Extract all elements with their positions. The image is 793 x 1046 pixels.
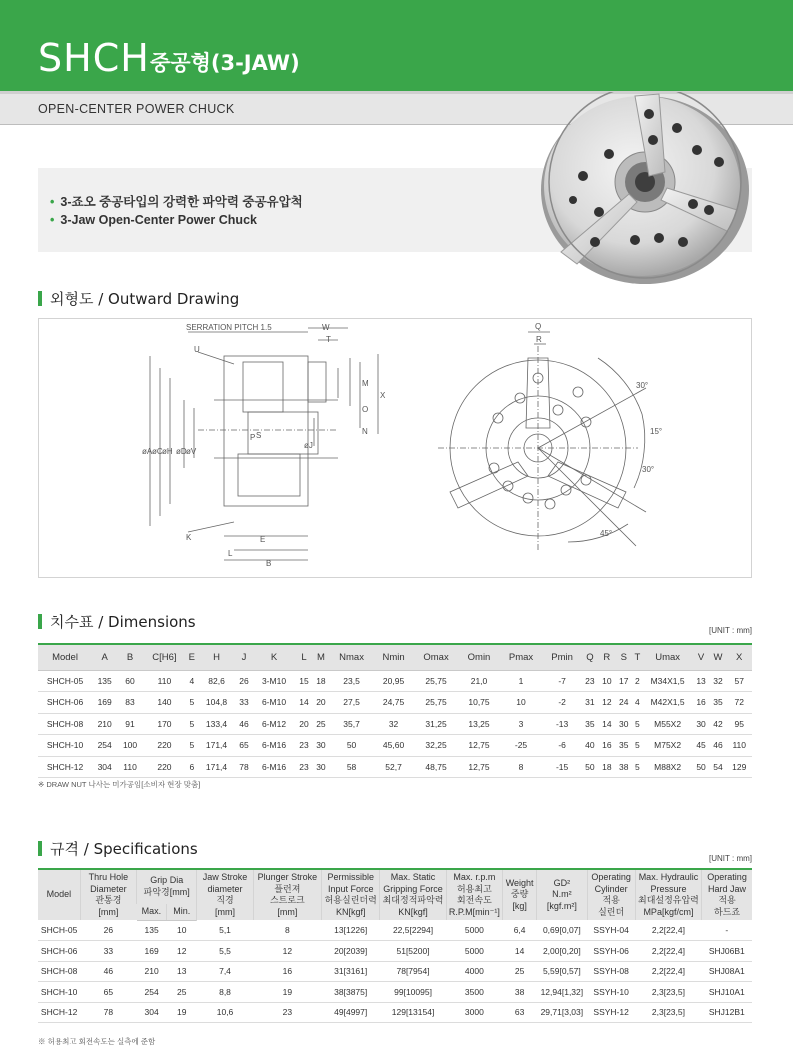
model-cell: SHCH-10 bbox=[38, 735, 92, 757]
specifications-table bbox=[38, 868, 752, 1023]
value-cell: 12 bbox=[253, 941, 321, 962]
value-cell: 1 bbox=[499, 670, 542, 692]
model-cell: SHCH-06 bbox=[38, 941, 80, 962]
table-row bbox=[38, 961, 752, 982]
value-cell: 254 bbox=[137, 982, 167, 1003]
section-heading-specifications: 규격 / Specifications bbox=[38, 838, 198, 859]
value-cell: 4000 bbox=[446, 961, 502, 982]
label-phi-h: øH bbox=[162, 447, 173, 456]
col-header: E bbox=[186, 644, 197, 670]
col-header: Q bbox=[581, 644, 598, 670]
spec-col-thru-hole: Thru Hole Diameter 관통경 [mm] bbox=[80, 869, 136, 920]
feature-text: 3-죠오 중공타입의 강력한 파악력 중공유압척 bbox=[60, 195, 303, 209]
value-cell: SSYH-08 bbox=[587, 961, 635, 982]
value-cell: 140 bbox=[143, 692, 186, 714]
value-cell: 0,69[0,07] bbox=[537, 920, 587, 941]
value-cell: 38 bbox=[503, 982, 537, 1003]
value-cell: 23 bbox=[296, 756, 313, 778]
value-cell: 24,75 bbox=[374, 692, 414, 714]
value-cell: 26 bbox=[236, 670, 253, 692]
outward-drawing bbox=[38, 318, 752, 578]
col-header: C[H6] bbox=[143, 644, 186, 670]
value-cell: 12,94[1,32] bbox=[537, 982, 587, 1003]
value-cell: M75X2 bbox=[643, 735, 693, 757]
value-cell: 14 bbox=[503, 941, 537, 962]
value-cell: 304 bbox=[92, 756, 117, 778]
value-cell: 35 bbox=[710, 692, 727, 714]
label-b: B bbox=[266, 559, 272, 568]
value-cell: 78[7954] bbox=[380, 961, 446, 982]
section-heading-drawing: 외형도 / Outward Drawing bbox=[38, 288, 239, 309]
value-cell: 13 bbox=[693, 670, 710, 692]
value-cell: 25 bbox=[312, 713, 329, 735]
value-cell: 35,7 bbox=[329, 713, 373, 735]
table-row bbox=[38, 735, 752, 757]
value-cell: 5 bbox=[186, 713, 197, 735]
value-cell: 33 bbox=[80, 941, 136, 962]
label-e: E bbox=[260, 535, 266, 544]
table-row bbox=[38, 982, 752, 1003]
value-cell: 38 bbox=[615, 756, 632, 778]
value-cell: 12 bbox=[167, 941, 197, 962]
value-cell: 31[3161] bbox=[322, 961, 380, 982]
value-cell: -25 bbox=[499, 735, 542, 757]
value-cell: 5 bbox=[632, 735, 642, 757]
value-cell: 135 bbox=[137, 920, 167, 941]
specifications-body bbox=[38, 920, 752, 1023]
label-phi-a: øA bbox=[142, 447, 153, 456]
value-cell: 6,4 bbox=[503, 920, 537, 941]
value-cell: 50 bbox=[329, 735, 373, 757]
value-cell: 78 bbox=[80, 1002, 136, 1023]
value-cell: 26 bbox=[80, 920, 136, 941]
table-row bbox=[38, 692, 752, 714]
value-cell: 54 bbox=[710, 756, 727, 778]
model-cell: SHCH-08 bbox=[38, 961, 80, 982]
value-cell: 254 bbox=[92, 735, 117, 757]
value-cell: 220 bbox=[143, 735, 186, 757]
value-cell: 23 bbox=[296, 735, 313, 757]
value-cell: 17 bbox=[615, 670, 632, 692]
model-cell: SHCH-05 bbox=[38, 670, 92, 692]
value-cell: 5 bbox=[186, 735, 197, 757]
value-cell: 19 bbox=[167, 1002, 197, 1023]
value-cell: 25 bbox=[167, 982, 197, 1003]
col-header: R bbox=[598, 644, 615, 670]
label-q: Q bbox=[535, 322, 542, 331]
value-cell: 18 bbox=[312, 670, 329, 692]
specifications-unit: [UNIT : mm] bbox=[709, 854, 752, 863]
table-row bbox=[38, 756, 752, 778]
model-cell: SHCH-10 bbox=[38, 982, 80, 1003]
value-cell: 2,3[23,5] bbox=[635, 1002, 701, 1023]
spec-col-grip-dia: Grip Dia 파악경[mm] bbox=[137, 869, 197, 904]
value-cell: 45 bbox=[693, 735, 710, 757]
feature-text: 3-Jaw Open-Center Power Chuck bbox=[60, 213, 257, 227]
value-cell: 18 bbox=[598, 756, 615, 778]
section-heading-dimensions: 치수표 / Dimensions bbox=[38, 611, 196, 632]
value-cell: 35 bbox=[615, 735, 632, 757]
value-cell: 20,95 bbox=[374, 670, 414, 692]
col-header: W bbox=[710, 644, 727, 670]
label-n: N bbox=[362, 427, 368, 436]
value-cell: 19 bbox=[253, 982, 321, 1003]
col-header: M bbox=[312, 644, 329, 670]
label-r: R bbox=[536, 335, 542, 344]
value-cell: 110 bbox=[143, 670, 186, 692]
model-cell: SHCH-08 bbox=[38, 713, 92, 735]
value-cell: 100 bbox=[117, 735, 142, 757]
value-cell: 3 bbox=[499, 713, 542, 735]
feature-item: • 3-죠오 중공타입의 강력한 파악력 중공유압척 bbox=[50, 195, 303, 209]
value-cell: 30 bbox=[693, 713, 710, 735]
value-cell: SSYH-10 bbox=[587, 982, 635, 1003]
value-cell: 10 bbox=[499, 692, 542, 714]
value-cell: 46 bbox=[80, 961, 136, 982]
feature-item: • 3-Jaw Open-Center Power Chuck bbox=[50, 213, 257, 227]
value-cell: 14 bbox=[598, 713, 615, 735]
value-cell: 3-M10 bbox=[252, 670, 295, 692]
value-cell: SSYH-12 bbox=[587, 1002, 635, 1023]
value-cell: 23 bbox=[581, 670, 598, 692]
value-cell: 60 bbox=[117, 670, 142, 692]
value-cell: 57 bbox=[726, 670, 752, 692]
value-cell: 40 bbox=[581, 735, 598, 757]
spec-col-jaw-stroke: Jaw Stroke diameter 직경 [mm] bbox=[197, 869, 253, 920]
value-cell: 42 bbox=[710, 713, 727, 735]
value-cell: 50 bbox=[693, 756, 710, 778]
value-cell: 23,5 bbox=[329, 670, 373, 692]
col-header: V bbox=[693, 644, 710, 670]
value-cell: 78 bbox=[236, 756, 253, 778]
value-cell: 8 bbox=[253, 920, 321, 941]
value-cell: 5000 bbox=[446, 941, 502, 962]
product-title: SHCH bbox=[38, 36, 150, 80]
value-cell: 2,2[22,4] bbox=[635, 941, 701, 962]
model-cell: SHCH-12 bbox=[38, 756, 92, 778]
col-header: Omin bbox=[459, 644, 500, 670]
value-cell: 169 bbox=[92, 692, 117, 714]
label-angle-15: 15° bbox=[650, 427, 663, 436]
value-cell: 10,75 bbox=[459, 692, 500, 714]
table-row bbox=[38, 941, 752, 962]
dimensions-note: ※ DRAW NUT 나사는 미가공임[소비자 현장 맞춤] bbox=[38, 780, 201, 789]
spec-col-cylinder: Operating Cylinder 적용 실린더 bbox=[587, 869, 635, 920]
value-cell: 210 bbox=[137, 961, 167, 982]
value-cell: 110 bbox=[726, 735, 752, 757]
table-row bbox=[38, 670, 752, 692]
spec-col-weight: Weight 중량 [kg] bbox=[503, 869, 537, 920]
value-cell: 170 bbox=[143, 713, 186, 735]
value-cell: 5,5 bbox=[197, 941, 253, 962]
label-w: W bbox=[322, 323, 330, 332]
value-cell: 10,6 bbox=[197, 1002, 253, 1023]
col-header: Nmax bbox=[329, 644, 373, 670]
value-cell: 135 bbox=[92, 670, 117, 692]
value-cell: 3000 bbox=[446, 1002, 502, 1023]
value-cell: 20 bbox=[312, 692, 329, 714]
value-cell: 25,75 bbox=[413, 692, 458, 714]
value-cell: 27,5 bbox=[329, 692, 373, 714]
model-cell: SHCH-12 bbox=[38, 1002, 80, 1023]
label-u: U bbox=[194, 345, 200, 354]
dimensions-header-row bbox=[38, 644, 752, 670]
col-header: B bbox=[117, 644, 142, 670]
table-row bbox=[38, 713, 752, 735]
value-cell: 304 bbox=[137, 1002, 167, 1023]
table-row bbox=[38, 1002, 752, 1023]
product-type: OPEN-CENTER POWER CHUCK bbox=[38, 102, 235, 116]
value-cell: M88X2 bbox=[643, 756, 693, 778]
value-cell: 171,4 bbox=[198, 735, 236, 757]
label-m: M bbox=[362, 379, 369, 388]
col-header: A bbox=[92, 644, 117, 670]
label-phi-c: øC bbox=[152, 447, 163, 456]
model-cell: SHCH-05 bbox=[38, 920, 80, 941]
value-cell: 32 bbox=[374, 713, 414, 735]
value-cell: -6 bbox=[543, 735, 582, 757]
value-cell: 52,7 bbox=[374, 756, 414, 778]
value-cell: 2,00[0,20] bbox=[537, 941, 587, 962]
dimensions-unit: [UNIT : mm] bbox=[709, 626, 752, 635]
label-serration: SERRATION PITCH 1.5 bbox=[186, 323, 272, 332]
value-cell: SSYH-04 bbox=[587, 920, 635, 941]
value-cell: 2,3[23,5] bbox=[635, 982, 701, 1003]
value-cell: 65 bbox=[236, 735, 253, 757]
value-cell: 12 bbox=[598, 692, 615, 714]
model-cell: SHCH-06 bbox=[38, 692, 92, 714]
value-cell: 95 bbox=[726, 713, 752, 735]
value-cell: 2 bbox=[632, 670, 642, 692]
value-cell: 5,59[0,57] bbox=[537, 961, 587, 982]
value-cell: 210 bbox=[92, 713, 117, 735]
product-subtitle: 중공형(3-JAW) bbox=[150, 51, 300, 75]
col-header: Pmax bbox=[499, 644, 542, 670]
value-cell: 25,75 bbox=[413, 670, 458, 692]
value-cell: 14 bbox=[296, 692, 313, 714]
col-header: H bbox=[198, 644, 236, 670]
value-cell: -7 bbox=[543, 670, 582, 692]
value-cell: 48,75 bbox=[413, 756, 458, 778]
spec-col-hard-jaw: Operating Hard Jaw 적용 하드죠 bbox=[702, 869, 752, 920]
value-cell: SHJ10A1 bbox=[702, 982, 752, 1003]
value-cell: 13[1226] bbox=[322, 920, 380, 941]
col-header: K bbox=[252, 644, 295, 670]
value-cell: 6-M16 bbox=[252, 756, 295, 778]
label-phi-d: øD bbox=[176, 447, 187, 456]
value-cell: 5 bbox=[186, 692, 197, 714]
spec-col-model: Model bbox=[38, 869, 80, 920]
value-cell: 58 bbox=[329, 756, 373, 778]
value-cell: 31 bbox=[581, 692, 598, 714]
value-cell: -13 bbox=[543, 713, 582, 735]
spec-col-input-force: Permissible Input Force 허용실린더력 KN[kgf] bbox=[322, 869, 380, 920]
label-t: T bbox=[326, 335, 331, 344]
spec-col-pressure: Max. Hydraulic Pressure 최대설정유압력 MPa[kgf/cm] bbox=[635, 869, 701, 920]
value-cell: 171,4 bbox=[198, 756, 236, 778]
col-header: T bbox=[632, 644, 642, 670]
label-phi-v: øV bbox=[186, 447, 197, 456]
table-row bbox=[38, 920, 752, 941]
value-cell: 33 bbox=[236, 692, 253, 714]
value-cell: 2,2[22,4] bbox=[635, 920, 701, 941]
spec-col-gd2: GD² N.m² [kgf.m²] bbox=[537, 869, 587, 920]
value-cell: 23 bbox=[253, 1002, 321, 1023]
value-cell: 13 bbox=[167, 961, 197, 982]
value-cell: 6-M10 bbox=[252, 692, 295, 714]
col-header: L bbox=[296, 644, 313, 670]
value-cell: 129[13154] bbox=[380, 1002, 446, 1023]
value-cell: - bbox=[702, 920, 752, 941]
value-cell: 12,75 bbox=[459, 756, 500, 778]
spec-col-plunger-stroke: Plunger Stroke 플런져 스트로크 [mm] bbox=[253, 869, 321, 920]
col-header: Model bbox=[38, 644, 92, 670]
value-cell: 129 bbox=[726, 756, 752, 778]
value-cell: 7,4 bbox=[197, 961, 253, 982]
label-s: S bbox=[256, 431, 262, 440]
col-header: S bbox=[615, 644, 632, 670]
spec-col-grip-min: Min. bbox=[167, 904, 197, 920]
value-cell: 24 bbox=[615, 692, 632, 714]
col-header: Umax bbox=[643, 644, 693, 670]
label-l: L bbox=[228, 549, 233, 558]
value-cell: SHJ12B1 bbox=[702, 1002, 752, 1023]
label-k: K bbox=[186, 533, 192, 542]
value-cell: SHJ08A1 bbox=[702, 961, 752, 982]
value-cell: 91 bbox=[117, 713, 142, 735]
spec-col-speed: Max. r.p.m 허용최고 회전속도 R.P.M[min⁻¹] bbox=[446, 869, 502, 920]
value-cell: SHJ06B1 bbox=[702, 941, 752, 962]
value-cell: 2,2[22,4] bbox=[635, 961, 701, 982]
value-cell: 99[10095] bbox=[380, 982, 446, 1003]
label-o: O bbox=[362, 405, 369, 414]
value-cell: 46 bbox=[710, 735, 727, 757]
col-header: Omax bbox=[413, 644, 458, 670]
value-cell: 10 bbox=[167, 920, 197, 941]
label-angle-30a: 30° bbox=[636, 381, 649, 390]
value-cell: 63 bbox=[503, 1002, 537, 1023]
value-cell: 220 bbox=[143, 756, 186, 778]
value-cell: 45,60 bbox=[374, 735, 414, 757]
value-cell: 6-M16 bbox=[252, 735, 295, 757]
value-cell: 169 bbox=[137, 941, 167, 962]
value-cell: 49[4997] bbox=[322, 1002, 380, 1023]
value-cell: 30 bbox=[312, 756, 329, 778]
value-cell: 46 bbox=[236, 713, 253, 735]
value-cell: 110 bbox=[117, 756, 142, 778]
value-cell: 30 bbox=[615, 713, 632, 735]
value-cell: 65 bbox=[80, 982, 136, 1003]
value-cell: 133,4 bbox=[198, 713, 236, 735]
value-cell: 4 bbox=[632, 692, 642, 714]
label-angle-45: 45° bbox=[600, 529, 613, 538]
col-header: Pmin bbox=[543, 644, 582, 670]
value-cell: 8,8 bbox=[197, 982, 253, 1003]
value-cell: 5,1 bbox=[197, 920, 253, 941]
value-cell: 32,25 bbox=[413, 735, 458, 757]
value-cell: 16 bbox=[598, 735, 615, 757]
label-x: X bbox=[380, 391, 386, 400]
value-cell: 22,5[2294] bbox=[380, 920, 446, 941]
spec-col-grip-max: Max. bbox=[137, 904, 167, 920]
value-cell: 5 bbox=[632, 713, 642, 735]
chuck-product-image bbox=[537, 92, 749, 284]
value-cell: 83 bbox=[117, 692, 142, 714]
value-cell: 10 bbox=[598, 670, 615, 692]
value-cell: SSYH-06 bbox=[587, 941, 635, 962]
value-cell: 3500 bbox=[446, 982, 502, 1003]
value-cell: 35 bbox=[581, 713, 598, 735]
value-cell: 38[3875] bbox=[322, 982, 380, 1003]
value-cell: 31,25 bbox=[413, 713, 458, 735]
value-cell: 20[2039] bbox=[322, 941, 380, 962]
value-cell: M34X1,5 bbox=[643, 670, 693, 692]
value-cell: 6 bbox=[186, 756, 197, 778]
dimensions-body bbox=[38, 670, 752, 778]
label-angle-30b: 30° bbox=[642, 465, 655, 474]
value-cell: 8 bbox=[499, 756, 542, 778]
value-cell: 50 bbox=[581, 756, 598, 778]
value-cell: 4 bbox=[186, 670, 197, 692]
value-cell: 104,8 bbox=[198, 692, 236, 714]
col-header: X bbox=[726, 644, 752, 670]
value-cell: 32 bbox=[710, 670, 727, 692]
value-cell: 6-M12 bbox=[252, 713, 295, 735]
value-cell: 13,25 bbox=[459, 713, 500, 735]
value-cell: M42X1,5 bbox=[643, 692, 693, 714]
label-p: P bbox=[250, 433, 256, 442]
value-cell: M55X2 bbox=[643, 713, 693, 735]
value-cell: 51[5200] bbox=[380, 941, 446, 962]
spec-header-row bbox=[38, 869, 752, 904]
value-cell: 30 bbox=[312, 735, 329, 757]
specifications-note: ※ 허용최고 회전속도는 실측에 준함 bbox=[38, 1037, 156, 1046]
value-cell: 21,0 bbox=[459, 670, 500, 692]
spec-col-gripping-force: Max. Static Gripping Force 최대정적파악력 KN[kgf] bbox=[380, 869, 446, 920]
value-cell: -2 bbox=[543, 692, 582, 714]
col-header: Nmin bbox=[374, 644, 414, 670]
value-cell: 82,6 bbox=[198, 670, 236, 692]
value-cell: 16 bbox=[253, 961, 321, 982]
col-header: J bbox=[236, 644, 253, 670]
value-cell: 12,75 bbox=[459, 735, 500, 757]
value-cell: 5 bbox=[632, 756, 642, 778]
value-cell: 15 bbox=[296, 670, 313, 692]
label-phi-j: øJ bbox=[304, 441, 313, 450]
value-cell: -15 bbox=[543, 756, 582, 778]
value-cell: 29,71[3,03] bbox=[537, 1002, 587, 1023]
value-cell: 16 bbox=[693, 692, 710, 714]
value-cell: 72 bbox=[726, 692, 752, 714]
value-cell: 20 bbox=[296, 713, 313, 735]
value-cell: 25 bbox=[503, 961, 537, 982]
dimensions-table bbox=[38, 643, 752, 778]
value-cell: 5000 bbox=[446, 920, 502, 941]
